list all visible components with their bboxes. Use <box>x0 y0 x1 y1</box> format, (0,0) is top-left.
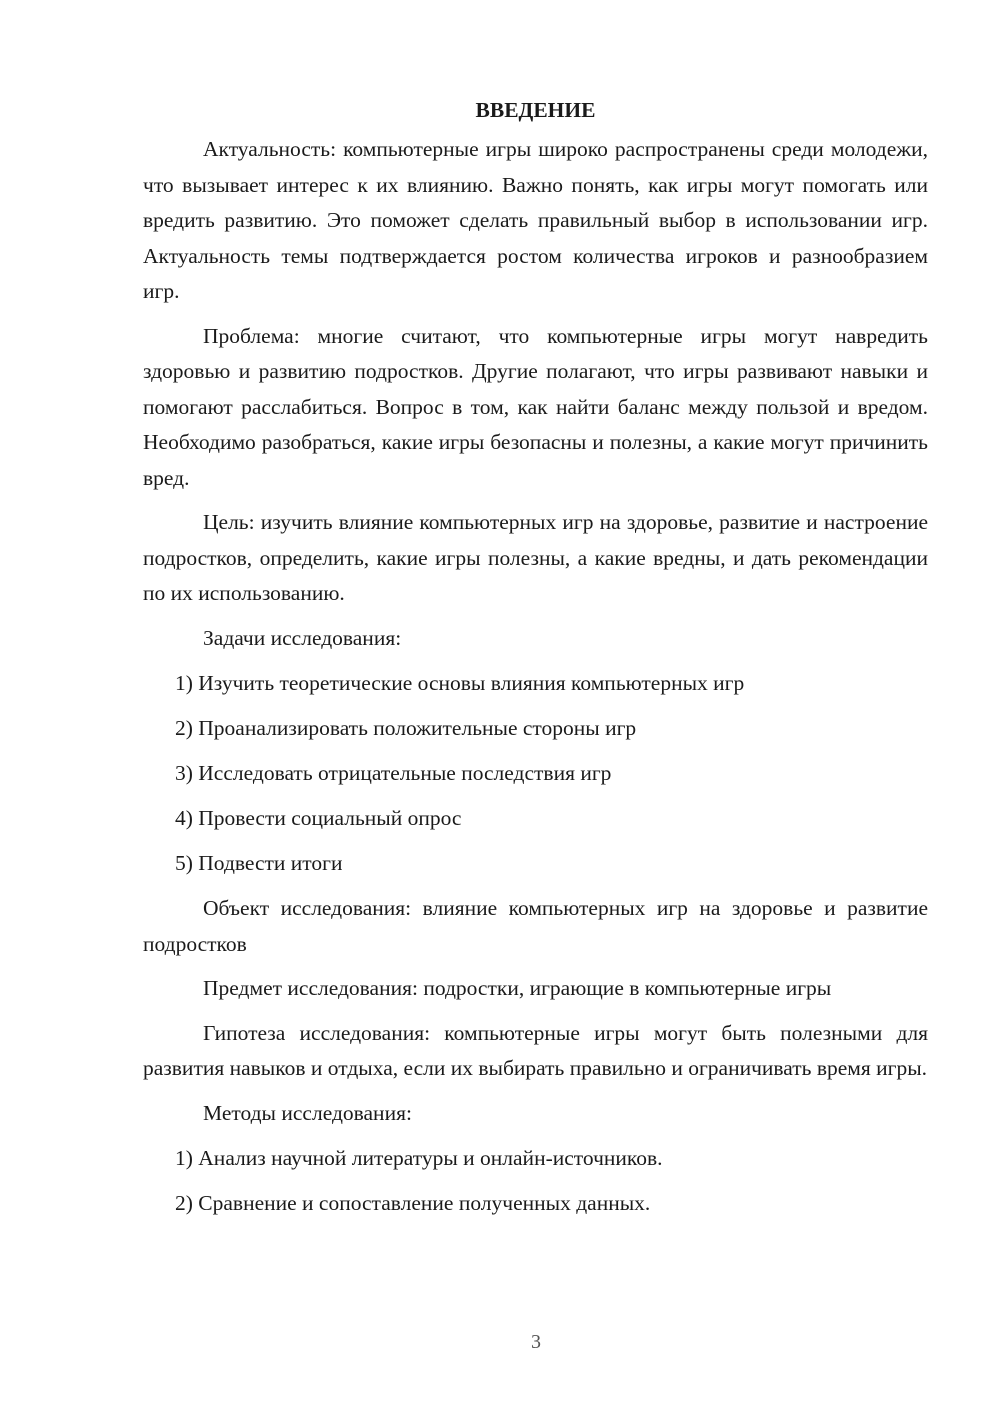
page-number: 3 <box>531 1331 541 1353</box>
page-title: ВВЕДЕНИЕ <box>475 98 596 122</box>
goal-paragraph: Цель: изучить влияние компьютерных игр на здоровье, развитие и настроение подростков, определить, какие игры полезны, а какие вредны, и дать рекомендации по их использованию. <box>143 510 928 605</box>
methods-list <box>143 1141 928 1221</box>
tasks-list <box>143 666 928 881</box>
methods-title: Методы исследования: <box>203 1100 412 1125</box>
task-item: 3) Исследовать отрицательные последствия игр <box>175 761 612 785</box>
hypothesis-paragraph: Гипотеза исследования: компьютерные игры могут быть полезными для развития навыков и отдыха, если их выбирать правильно и ограничивать время игры. <box>143 1020 928 1080</box>
subject-paragraph: Предмет исследования: подростки, играющие в компьютерные игры <box>203 976 832 1000</box>
task-item: 1) Изучить теоретические основы влияния компьютерных игр <box>175 671 745 695</box>
tasks-title: Задачи исследования: <box>203 625 402 650</box>
task-item: 4) Провести социальный опрос <box>175 806 462 830</box>
method-item: 1) Анализ научной литературы и онлайн-источников. <box>175 1146 663 1170</box>
problem-paragraph: Проблема: многие считают, что компьютерные игры могут навредить здоровью и развитию подростков. Другие полагают, что игры развивают навыки и помогают расслабиться. Вопрос в том, как найти баланс между пользой и вредом. Необходимо разобраться, какие игры безопасны и полезны, а какие могут причинить вред. <box>143 323 928 490</box>
relevance-paragraph: Актуальность: компьютерные игры широко распространены среди молодежи, что вызывает интерес к их влиянию. Важно понять, как игры могут помогать или вредить развитию. Это поможет сделать правильный выбор в использовании игр. Актуальность темы подтверждается ростом количества игроков и разнообразием игр. <box>143 137 928 303</box>
task-item: 5) Подвести итоги <box>175 851 343 875</box>
object-paragraph: Объект исследования: влияние компьютерных игр на здоровье и развитие подростков <box>143 896 928 956</box>
method-item: 2) Сравнение и сопоставление полученных данных. <box>175 1191 651 1215</box>
document-page <box>143 92 928 1231</box>
task-item: 2) Проанализировать положительные стороны игр <box>175 716 637 740</box>
